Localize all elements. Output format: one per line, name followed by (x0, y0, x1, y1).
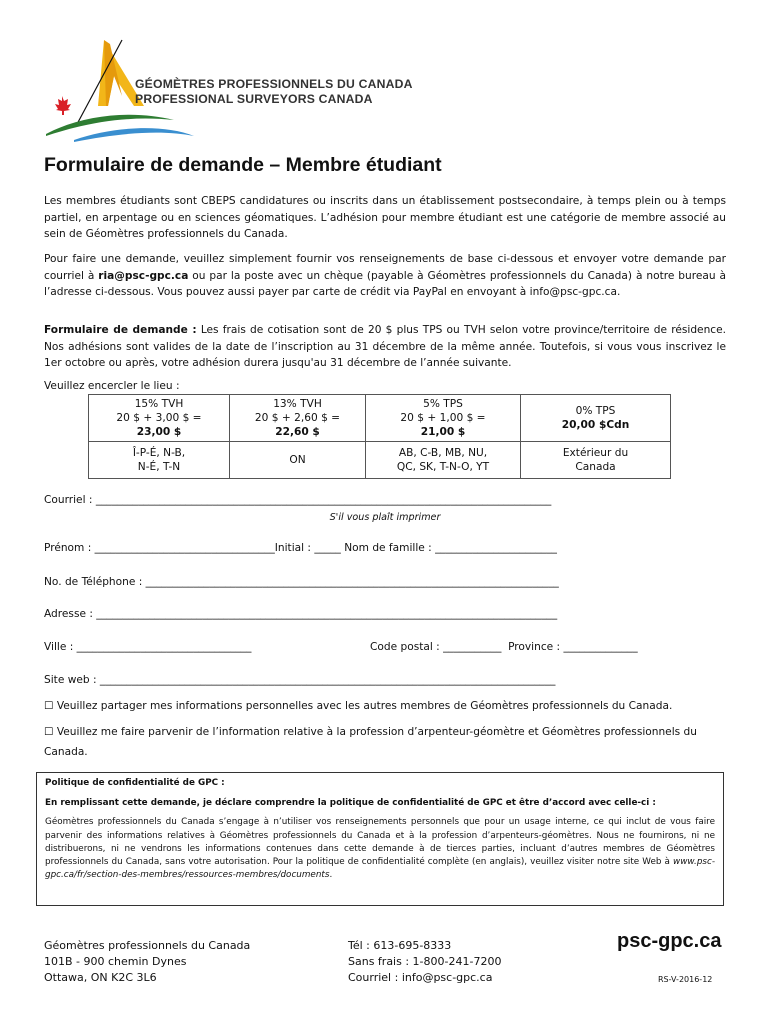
circle-prompt: Veuillez encercler le lieu : (44, 380, 180, 392)
receive-info-checkbox[interactable]: ☐ Veuillez me faire parvenir de l’information relative à la profession d’arpenteur-géomètre et Géomètres professionnels du Canada. (44, 726, 697, 758)
psc-logo (44, 36, 374, 146)
share-info-checkbox[interactable]: ☐ Veuillez partager mes informations personnelles avec les autres membres de Géomètres professionnels du Canada. (44, 700, 673, 712)
footer-address: Géomètres professionnels du Canada 101B - 900 chemin Dynes Ottawa, ON K2C 3L6 (44, 939, 251, 984)
website-field[interactable]: Site web : ______________________________________________________________________________________ (44, 674, 556, 686)
name-fields[interactable]: Prénom : __________________________________Initial : _____ Nom de famille : _______________________ (44, 542, 557, 554)
table-row (89, 395, 671, 442)
address-field[interactable]: Adresse : _______________________________________________________________________________________ (44, 608, 558, 620)
region-cell[interactable]: AB, C-B, MB, NU, QC, SK, T-N-O, YT (366, 442, 521, 479)
policy-title: Politique de confidentialité de GPC : (45, 778, 225, 788)
fee-table (88, 394, 671, 479)
policy-body: Géomètres professionnels du Canada s’engage à n’utiliser vos renseignements personnels que pour un usage interne, ce qui inclut de vous faire parvenir des informations relatives à Géomètres professionnels du Canada et à la profession d’arpenteurs-géomètres. Nous ne fournirons, ni ne distribuerons, ni ne vendrons les informations contenues dans cette demande à de tierces parties, incluant d’autres membres de Géomètres professionnels du Canada, sans votre autorisation. Pour la politique de confidentialité complète (en anglais), veuillez visiter notre site Web à www.psc-gpc.ca/fr/section-des-membres/ressources-membres/documents. (45, 817, 715, 881)
print-note: S'il vous plaît imprimer (329, 512, 441, 523)
table-row (89, 442, 671, 479)
region-cell[interactable]: Î-P-É, N-B, N-É, T-N (89, 442, 230, 479)
privacy-policy-box (36, 772, 724, 906)
instructions-paragraph: Pour faire une demande, veuillez simplement fournir vos renseignements de base ci-dessous et envoyer votre demande par courriel à ria@psc-gpc.ca ou par la poste avec un chèque (payable à Géomètres professionnels du Canada) à notre bureau à l’adresse ci-dessous. Vous pouvez aussi payer par carte de crédit via PayPal en envoyant à info@psc-gpc.ca. (44, 253, 726, 298)
policy-agreement: En remplissant cette demande, je déclare comprendre la politique de confidentialité de GPC et être d’accord avec celle-ci : (45, 798, 656, 809)
org-name-en: PROFESSIONAL SURVEYORS CANADA (135, 92, 373, 106)
policy-url-link[interactable]: www.psc-gpc.ca/fr/section-des-membres/ressources-membres/documents (45, 857, 715, 881)
brand-url[interactable]: psc-gpc.ca (617, 930, 722, 952)
postal-province-fields[interactable]: Code postal : ___________ Province : ______________ (370, 641, 638, 653)
region-cell[interactable]: ON (230, 442, 366, 479)
phone-field[interactable]: No. de Téléphone : ______________________________________________________________________________ (44, 576, 559, 588)
form-code: RS-V-2016-12 (658, 975, 713, 984)
logo-swoosh-blue (74, 128, 194, 142)
intro-paragraph: Les membres étudiants sont CBEPS candidatures ou inscrits dans un établissement postsecondaire, à temps plein ou à temps partiel, en arpentage ou en sciences géomatiques. L’adhésion pour membre étudiant est une catégorie de membre associé au sein de Géomètres professionnels du Canada. (44, 195, 726, 240)
maple-leaf-icon (55, 96, 71, 115)
region-cell[interactable]: Extérieur du Canada (521, 442, 671, 479)
fee-cell[interactable]: 15% TVH 20 $ + 3,00 $ = 23,00 $ (89, 395, 230, 442)
form-title: Formulaire de demande – Membre étudiant (44, 154, 442, 176)
footer-contact: Tél : 613-695-8333 Sans frais : 1-800-241-7200 Courriel : info@psc-gpc.ca (348, 939, 502, 984)
email-field[interactable]: Courriel : ______________________________________________________________________________________ (44, 494, 552, 506)
contact-email-link[interactable]: ria@psc-gpc.ca (98, 269, 189, 282)
fee-cell[interactable]: 5% TPS 20 $ + 1,00 $ = 21,00 $ (366, 395, 521, 442)
city-field[interactable]: Ville : _________________________________ (44, 641, 252, 653)
fee-cell[interactable]: 0% TPS 20,00 $Cdn (521, 395, 671, 442)
org-name-fr: GÉOMÈTRES PROFESSIONNELS DU CANADA (135, 77, 413, 91)
fees-paragraph: Formulaire de demande : Les frais de cotisation sont de 20 $ plus TPS ou TVH selon votre province/territoire de résidence. Nos adhésions sont valides de la date de l’inscription au 31 décembre de la même année. Toutefois, si vous vous inscrivez le 1er octobre ou après, votre adhésion durera jusqu'au 31 décembre de l’année suivante. (44, 324, 726, 369)
fee-cell[interactable]: 13% TVH 20 $ + 2,60 $ = 22,60 $ (230, 395, 366, 442)
